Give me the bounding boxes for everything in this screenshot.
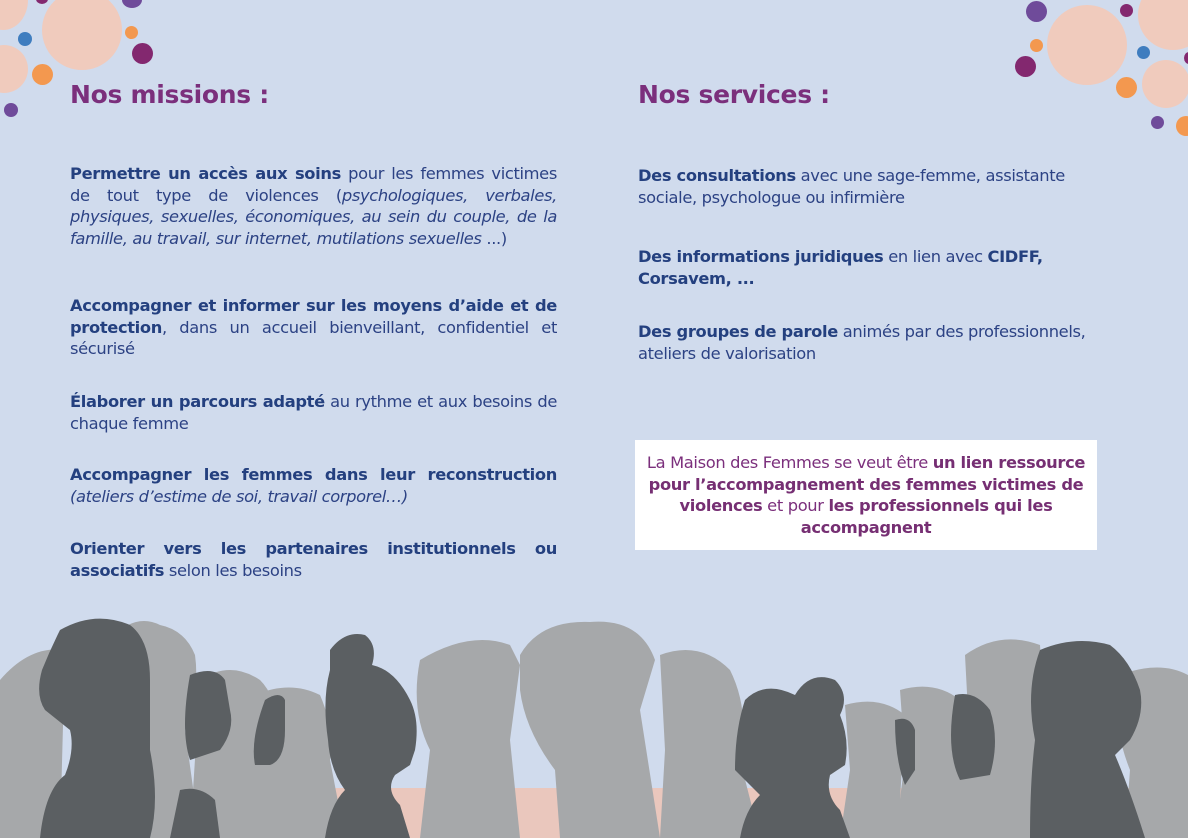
plum-dot-icon [1015,56,1036,77]
peach-circle-icon [1047,5,1127,85]
peach-circle-icon [0,0,28,30]
service-bold: Des informations juridiques [638,247,884,266]
plum-dot-icon [1120,4,1133,17]
blue-dot-icon [18,32,32,46]
mission-text: , dans un accueil bienveillant, confidentiel et sécurisé [70,317,557,359]
callout-middle: et pour [762,496,829,516]
blue-dot-icon [1137,46,1150,59]
mission-item-orientation [70,538,557,581]
mission-item-reconstruction [70,464,557,486]
callout-highlight-professionals: les professionnels qui les accompagnent [800,496,1053,538]
peach-circle-icon [0,45,28,93]
mission-italic: psychologiques, verbales, physiques, sexuelles, économiques, au sein du couple, de la famille, au travail, sur internet, mutilations sexuelles [70,185,557,249]
purple-dot-icon [1026,1,1047,22]
callout-intro: La Maison des Femmes se veut être [646,453,933,472]
orange-dot-icon [32,64,53,85]
service-bold: Des groupes de parole [638,322,838,341]
purple-dot-icon [122,0,142,8]
mission-item-adapted-path [70,391,557,434]
plum-dot-icon [1184,52,1188,64]
mission-text: pour les femmes victimes de tout type de violences ( [70,164,557,205]
mission-statement-callout [635,440,1097,550]
orange-dot-icon [1116,77,1137,98]
mission-item-support-protection [70,295,557,360]
peach-circle-icon [1142,60,1188,108]
plum-dot-icon [132,43,153,64]
orange-dot-icon [1030,39,1043,52]
mission-italic: (ateliers d’estime de soi, travail corporel…) [70,487,408,506]
service-text: avec une sage-femme, assistante sociale, psychologue ou infirmière [638,166,1065,207]
peach-circle-icon [1138,0,1188,50]
mission-text: au rythme et aux besoins de chaque femme [70,392,557,433]
service-text: en lien avec [883,247,988,266]
orange-dot-icon [1176,116,1188,136]
missions-heading: Nos missions : [70,80,269,109]
service-item-legal-info [638,246,1068,289]
plum-dot-icon [36,0,48,4]
mission-bold: Orienter vers les partenaires institutionnels ou associatifs [70,539,557,580]
mission-bold: Accompagner les femmes dans leur reconstruction [70,465,557,484]
mission-item-reconstruction-detail [70,486,557,508]
mission-item-care-access [70,163,557,250]
service-item-consultations [638,165,1088,208]
mission-bold: Permettre un accès aux soins [70,164,341,183]
service-text: animés par des professionnels, ateliers de valorisation [638,322,1086,363]
mission-bold: Élaborer un parcours adapté [70,392,325,411]
mission-bold: Accompagner et informer sur les moyens d’aide et de protection [70,296,557,337]
callout-highlight-women: un lien ressource pour l’accompagnement des femmes victimes de violences [648,453,1086,516]
mission-tail: ...) [481,229,507,249]
service-partners: CIDFF, Corsavem, ... [638,247,1043,288]
orange-dot-icon [125,26,138,39]
purple-dot-icon [4,103,18,117]
service-bold: Des consultations [638,166,796,185]
service-item-talk-groups [638,321,1108,364]
purple-dot-icon [1151,116,1164,129]
mission-text: selon les besoins [164,560,302,580]
women-silhouettes-illustration [0,600,1188,838]
services-heading: Nos services : [638,80,830,109]
peach-circle-icon [42,0,122,70]
